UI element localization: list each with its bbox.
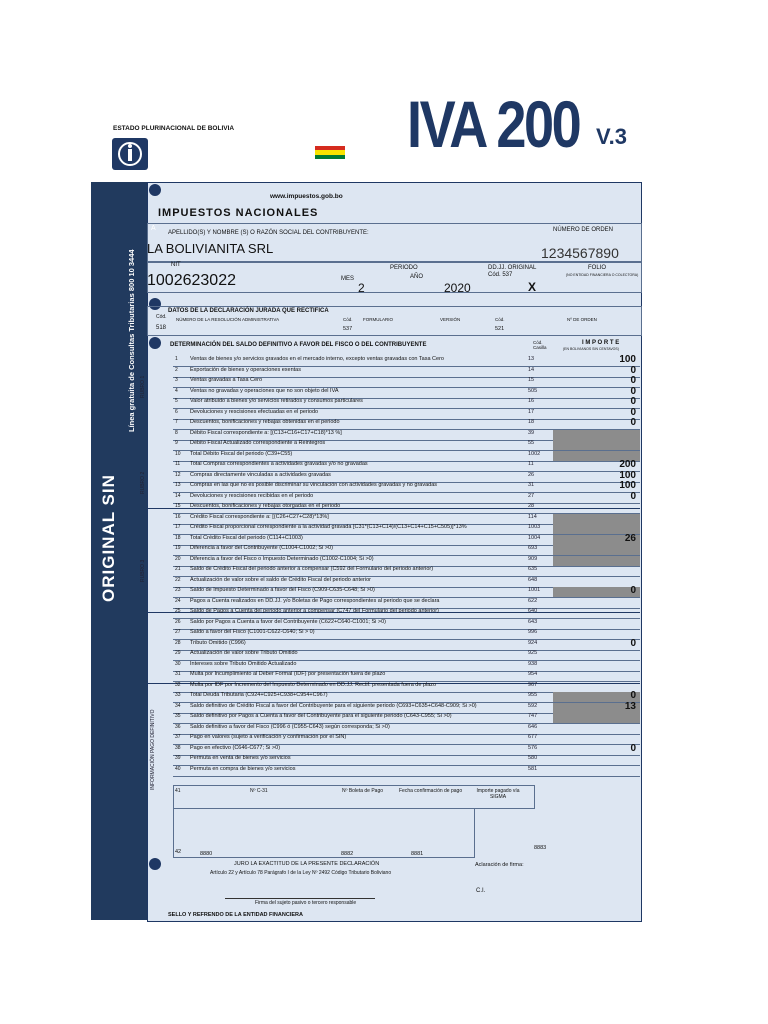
row-number: 32 [175, 681, 181, 688]
row-code: 14 [528, 366, 535, 373]
row-value[interactable]: 13 [624, 700, 636, 712]
amount-cell [553, 671, 640, 681]
table-row [173, 451, 640, 462]
c31-label: Nº C-31 [250, 788, 268, 794]
row-code: 643 [528, 618, 538, 625]
row-label: Devoluciones y rescisiones recibidas en el periodo [190, 492, 314, 499]
row-code: 1004 [528, 534, 541, 541]
code-header: Cód. Casilla [533, 340, 547, 350]
table-row [173, 440, 640, 451]
table-row [173, 566, 640, 577]
table-row [173, 734, 640, 745]
row-value[interactable]: 0 [630, 375, 636, 386]
row-number: 15 [175, 503, 181, 509]
row-label: Saldo a favor del Fisco (C1001-C622-C640; Si > 0) [190, 629, 315, 635]
amount-cell [553, 398, 640, 408]
table-row [173, 524, 640, 535]
row-label: Permuta en venta de bienes y/o servicios [190, 755, 291, 761]
row-number: 21 [175, 566, 181, 572]
row-code: 26 [528, 471, 535, 478]
row-code: 13 [528, 356, 535, 362]
code-8880: 8880 [200, 851, 213, 857]
row-number: 22 [175, 576, 181, 583]
row-number: 20 [175, 555, 181, 562]
payment-row-n: 41 [175, 788, 181, 794]
row-label: Ventas no gravadas y operaciones que no son objeto del IVA [190, 387, 339, 394]
table-row [173, 661, 640, 672]
nit-label: NIT [171, 262, 181, 268]
website-label: www.impuestos.gob.bo [270, 193, 343, 200]
row-label: Pago en valores (sujeto a verificación y confirmación por el SIN) [190, 734, 347, 740]
amount-cell [553, 766, 640, 776]
row-label: Valor atribuido a bienes y/o servicios retirados y consumos particulares [190, 398, 363, 404]
rectifica-cod-label: Cód. [156, 314, 167, 320]
row-code: 581 [528, 765, 538, 772]
table-row [173, 514, 640, 525]
row-number: 17 [175, 524, 181, 530]
row-number: 23 [175, 587, 181, 593]
row-number: 26 [175, 618, 181, 625]
amount-cell [553, 598, 640, 608]
signature-line [225, 898, 375, 899]
amount-cell [553, 755, 640, 765]
row-code: 15 [528, 377, 535, 383]
resolution-label: NÚMERO DE LA RESOLUCIÓN ADMINISTRATIVA [176, 317, 280, 322]
row-number: 31 [175, 671, 181, 677]
table-row [173, 629, 640, 640]
row-label: Actualización de valor sobre Tributo Omitido [190, 650, 298, 656]
table-row [173, 587, 640, 598]
row-label: Pago en efectivo (C646-C677; Si >0) [190, 744, 281, 751]
table-row [173, 356, 640, 367]
table-row [173, 406, 640, 420]
row-code: 580 [528, 755, 538, 761]
code-8883: 8883 [534, 845, 547, 851]
row-code: 648 [528, 576, 538, 583]
amount-cell [553, 742, 640, 755]
table-row [173, 482, 640, 493]
table-row [173, 503, 640, 514]
ci-label: C.I. [476, 888, 486, 894]
rubro-1-label: RUBRO 1 [140, 375, 146, 398]
row-code: 11 [528, 461, 534, 467]
amount-cell [553, 661, 640, 671]
hotline-label: Línea gratuita de Consultas Tributarias 800 10 3444 [127, 249, 136, 432]
sidebar [91, 182, 147, 920]
amount-header: I M P O R T E [582, 340, 620, 346]
row-code: 954 [528, 671, 538, 677]
row-number: 11 [175, 461, 181, 467]
fecha-label: Fecha confirmación de pago [399, 788, 463, 794]
row-value[interactable]: 0 [630, 406, 636, 418]
section-a: A [151, 225, 156, 232]
amount-cell [553, 637, 640, 650]
row-number: 4 [175, 387, 178, 394]
table-row [173, 650, 640, 661]
determination-title: DETERMINACIÓN DEL SALDO DEFINITIVO A FAVOR DEL FISCO O DEL CONTRIBUYENTE [170, 342, 427, 348]
table-row [173, 577, 640, 588]
rubro-3-label: RUBRO 3 [140, 559, 146, 582]
table-row [173, 682, 640, 693]
rubro-2-label: RUBRO 2 [140, 471, 146, 494]
table-row [173, 377, 640, 388]
table-row [173, 532, 640, 546]
row-code: 1003 [528, 524, 541, 530]
row-number: 25 [175, 608, 181, 614]
row-number: 35 [175, 713, 181, 719]
row-value[interactable]: 0 [630, 385, 636, 397]
row-label: Multa por Incumplimiento al Deber Formal (IDF) por presentación fuera de plazo [190, 671, 386, 677]
row-value[interactable]: 100 [619, 480, 636, 491]
row-label: Saldo de Pagos a Cuenta del periodo anterior a compensar (C747 del Formulario del periodo anterior) [190, 608, 439, 614]
row-number: 18 [175, 534, 181, 541]
row-label: Multa por IDF por Incremento del Impuesto Determinado en DD.JJ. Rectif. presentada fuera de plazo [190, 681, 437, 688]
row-label: Total Crédito Fiscal del periodo (C114+C1003) [190, 534, 303, 541]
row-label: Devoluciones y rescisiones efectuadas en el periodo [190, 408, 319, 415]
row-label: Total Débito Fiscal del periodo (C39+C55) [190, 450, 293, 457]
row-number: 19 [175, 545, 181, 551]
row-code: 640 [528, 608, 538, 614]
row-label: Compras en las que no es posible discriminar su vinculación con actividades gravadas y no gravadas [190, 482, 438, 488]
row-42: 42 [175, 849, 182, 855]
amount-cell [553, 406, 640, 419]
row-number: 38 [175, 744, 181, 751]
row-code: 677 [528, 734, 538, 740]
row-label: Débito Fiscal correspondiente a: [(C13+C16+C17+C18)*13 %] [190, 429, 342, 436]
row-number: 9 [175, 440, 178, 446]
form-version: V.3 [596, 124, 628, 149]
rectifica-cod3: Cód. [495, 317, 505, 322]
row-code: 17 [528, 408, 535, 415]
amount-cell [553, 577, 640, 587]
row-number: 12 [175, 471, 181, 478]
row-label: Diferencia a favor del Fisco o Impuesto Determinado (C1002-C1004; Si >0) [190, 555, 374, 562]
row-value[interactable]: 0 [630, 364, 636, 376]
amount-cell [553, 545, 640, 555]
row-number: 29 [175, 650, 181, 656]
table-row [173, 619, 640, 630]
row-label: Ventas de bienes y/o servicios gravados en el mercado interno, excepto ventas gravadas con Tasa Cero [190, 356, 444, 362]
boleta-label: Nº Boleta de Pago [342, 788, 384, 794]
table-row [173, 700, 640, 714]
row-code: 28 [528, 503, 535, 509]
row-label: Ventas gravadas a Tasa Cero [190, 377, 263, 383]
rectifica-cod2: Cód. [343, 317, 353, 322]
row-value[interactable]: 0 [630, 396, 636, 407]
row-number: 5 [175, 398, 178, 404]
ddjj-label: DD.JJ. ORIGINAL [488, 265, 537, 271]
name-label: APELLIDO(S) Y NOMBRE (S) O RAZÓN SOCIAL DEL CONTRIBUYENTE: [168, 230, 369, 236]
ddjj-code: Cód. 537 [488, 272, 513, 278]
row-code: 55 [528, 440, 535, 446]
amount-cell [553, 556, 640, 566]
row-number: 8 [175, 429, 178, 436]
row-number: 33 [175, 692, 181, 698]
amount-cell [553, 713, 640, 723]
state-label: ESTADO PLURINACIONAL DE BOLIVIA [113, 125, 235, 132]
folio-sub: (NO ENTIDAD FINANCIERA O COLECTORA) [566, 273, 639, 277]
amount-cell [553, 724, 640, 734]
row-code: 16 [528, 398, 535, 404]
month-label: MES [341, 276, 355, 282]
table-row [173, 545, 640, 556]
table-row [173, 490, 640, 504]
row-label: Exportación de bienes y operaciones exentas [190, 366, 301, 373]
row-number: 10 [175, 450, 181, 457]
signature-label: Aclaración de firma: [475, 862, 524, 868]
table-row [173, 598, 640, 609]
row-code: 31 [528, 482, 535, 488]
nit-value[interactable]: 1002623022 [147, 272, 236, 289]
row-number: 30 [175, 660, 181, 667]
row-number: 24 [175, 597, 181, 604]
order-value[interactable]: 1234567890 [541, 245, 619, 261]
row-number: 1 [175, 356, 178, 362]
row-code: 646 [528, 723, 538, 730]
row-number: 14 [175, 492, 181, 499]
row-number: 7 [175, 419, 178, 425]
ddjj-mark[interactable]: X [528, 280, 537, 294]
table-row [173, 766, 640, 777]
row-number: 3 [175, 377, 178, 383]
row-code: 967 [528, 681, 538, 688]
sigma-label: Importe pagado vía SIGMA [476, 788, 520, 800]
version-label: VERSIÓN [440, 317, 461, 322]
table-row [173, 713, 640, 724]
form-label: FORMULARIO [363, 317, 394, 322]
rubro-4-label: INFORMACIÓN PAGO DEFINITIVO [150, 709, 156, 790]
table-row [173, 364, 640, 378]
row-label: Saldo de Impuesto Determinado a favor del Fisco (C909-C635-C648; Si >0) [190, 587, 375, 593]
row-number: 34 [175, 702, 181, 709]
row-code: 747 [528, 713, 538, 719]
row-number: 39 [175, 755, 181, 761]
section-marker [149, 858, 161, 870]
row-code: 592 [528, 702, 538, 709]
amount-cell [553, 734, 640, 744]
amount-cell [553, 419, 640, 429]
row-label: Permuta en compra de bienes y/o servicios [190, 765, 296, 772]
row-code: 996 [528, 629, 538, 635]
amount-cell [553, 377, 640, 387]
row-value[interactable]: 0 [630, 585, 636, 596]
amount-cell [553, 619, 640, 629]
year-value[interactable]: 2020 [444, 281, 471, 295]
row-label: Descuentos, bonificaciones y rebajas obtenidas en el periodo [190, 419, 340, 425]
row-label: Actualización de valor sobre el saldo de Crédito Fiscal del periodo anterior [190, 576, 371, 583]
rectifica-order-label: Nº DE ORDEN [567, 317, 597, 322]
section-marker [149, 184, 161, 196]
amount-cell [553, 650, 640, 660]
row-label: Pagos a Cuenta realizados en DD.JJ. y/o Boletas de Pago correspondientes al periodo que se declara [190, 597, 440, 604]
order-label: NÚMERO DE ORDEN [553, 227, 614, 233]
row-label: Saldo definitivo de Crédito Fiscal a favor del Contribuyente para el siguiente periodo (C693+C635+C648-C909; Si >0) [190, 702, 477, 709]
row-value[interactable]: 26 [624, 532, 636, 544]
row-number: 13 [175, 482, 181, 488]
amount-cell [553, 503, 640, 513]
row-label: Saldo de Crédito Fiscal del periodo anterior a compensar (C592 del Formulario del periodo anterior) [190, 566, 434, 572]
row-number: 2 [175, 366, 178, 373]
row-label: Total Deuda Tributaria (C924+C925+C938+C954+C967) [190, 692, 328, 698]
table-row [173, 755, 640, 766]
table-row [173, 671, 640, 682]
bolivia-flag-icon [315, 146, 345, 159]
row-value[interactable]: 0 [630, 742, 636, 754]
table-row [173, 469, 640, 483]
row-code: 39 [528, 429, 535, 436]
sin-logo [112, 138, 148, 170]
signer-label: Firma del sujeto pasivo o tercero responsable [255, 900, 357, 906]
table-row [173, 419, 640, 430]
row-value[interactable]: 100 [619, 354, 636, 365]
row-label: Crédito Fiscal correspondiente a: [(C26+C27+C28)*13%] [190, 513, 329, 520]
table-row [173, 430, 640, 441]
table-row [173, 608, 640, 619]
row-label: Saldo definitivo por Pagos a Cuenta a favor del Contribuyente para el siguiente periodo (C643-C955; Si >0) [190, 713, 452, 719]
row-number: 6 [175, 408, 178, 415]
row-label: Saldo por Pagos a Cuenta a favor del Contribuyente (C622+C640-C1001; Si >0) [190, 618, 386, 625]
row-label: Total Compras correspondientes a actividades gravadas y/o no gravadas [190, 461, 368, 467]
row-code: 909 [528, 555, 538, 562]
row-code: 925 [528, 650, 538, 656]
row-number: 27 [175, 629, 181, 635]
table-row [173, 398, 640, 409]
row-label: Descuentos, bonificaciones y rebajas otorgadas en el periodo [190, 503, 341, 509]
row-number: 28 [175, 639, 181, 646]
row-code: 938 [528, 660, 538, 667]
oath-label: JURO LA EXACTITUD DE LA PRESENTE DECLARACIÓN [234, 861, 380, 867]
name-value[interactable]: LA BOLIVIANITA SRL [147, 241, 274, 256]
table-row [173, 724, 640, 735]
row-code: 18 [528, 419, 535, 425]
table-row [173, 637, 640, 651]
row-code: 622 [528, 597, 538, 604]
year-label: AÑO [410, 274, 424, 280]
row-value[interactable]: 0 [630, 490, 636, 502]
row-value[interactable]: 0 [630, 637, 636, 649]
code-8882: 8882 [341, 851, 354, 857]
table-row [173, 461, 640, 472]
amount-sub: (EN BOLIVIANOS SIN CENTAVOS) [563, 347, 619, 351]
amount-cell [553, 385, 640, 398]
row-label: Diferencia a favor del Contribuyente (C1004-C1002; Si >0) [190, 545, 333, 551]
row-number: 36 [175, 723, 181, 730]
rectifica-cod-value: 518 [156, 325, 167, 331]
row-code: 576 [528, 744, 538, 751]
rectifica-title: DATOS DE LA DECLARACIÓN JURADA QUE RECTIFICA [168, 308, 329, 314]
rectifica-code-521: 521 [495, 326, 505, 332]
agency-label: IMPUESTOS NACIONALES [158, 207, 319, 219]
amount-cell [553, 629, 640, 639]
row-number: 37 [175, 734, 181, 740]
row-number: 16 [175, 513, 181, 520]
table-row [173, 692, 640, 703]
row-value[interactable]: 100 [619, 469, 636, 481]
row-value[interactable]: 0 [630, 417, 636, 428]
rectifica-code-537: 537 [343, 326, 353, 332]
table-row [173, 742, 640, 756]
row-value[interactable]: 200 [619, 459, 636, 470]
sin-logo-icon [112, 138, 148, 170]
row-label: Compras directamente vinculadas a actividades gravadas [190, 471, 331, 478]
legal-label: Artículo 22 y Artículo 78 Parágrafo I de la Ley Nº 2492 Código Tributario Boliviano [210, 870, 392, 876]
stamp-label: SELLO Y REFRENDO DE LA ENTIDAD FINANCIERA [168, 912, 303, 918]
period-label: PERIODO [390, 265, 418, 271]
row-label: Intereses sobre Tributo Omitido Actualizado [190, 660, 297, 667]
row-code: 1001 [528, 587, 541, 593]
row-code: 505 [528, 387, 538, 394]
row-code: 27 [528, 492, 535, 499]
row-code: 1002 [528, 450, 541, 457]
form-title: IVA 200 [407, 87, 580, 161]
row-label: Saldo definitivo a favor del Fisco (C996 ó (C955-C643) según corresponda; Si >0) [190, 723, 390, 730]
amount-cell [553, 430, 640, 440]
amount-cell [553, 566, 640, 576]
table-row [173, 556, 640, 567]
amount-cell [553, 440, 640, 450]
row-label: Crédito Fiscal proporcional correspondiente a la actividad gravada [C31*(C13+C14)/(C13+C14+C15+C505)]*13% [190, 524, 467, 530]
row-label: Débito Fiscal Actualizado correspondiente a Reintegros [190, 440, 326, 446]
payment-detail-box [173, 808, 475, 858]
amount-cell [553, 514, 640, 524]
amount-cell [553, 490, 640, 503]
row-label: Tributo Omitido (C996) [190, 639, 246, 646]
row-number: 40 [175, 765, 181, 772]
code-8881: 8881 [411, 851, 424, 857]
table-row [173, 385, 640, 399]
original-label: ORIGINAL SIN [99, 474, 118, 602]
amount-cell [553, 587, 640, 597]
month-value[interactable]: 2 [358, 281, 365, 295]
row-code: 924 [528, 639, 538, 646]
row-value[interactable]: 0 [630, 690, 636, 701]
row-code: 114 [528, 513, 537, 520]
row-code: 693 [528, 545, 538, 551]
folio-label: FOLIO [588, 265, 607, 271]
amount-cell [553, 364, 640, 377]
section-marker [149, 337, 161, 349]
amount-cell [553, 682, 640, 692]
amount-cell [553, 608, 640, 618]
row-code: 955 [528, 692, 538, 698]
row-code: 635 [528, 566, 538, 572]
